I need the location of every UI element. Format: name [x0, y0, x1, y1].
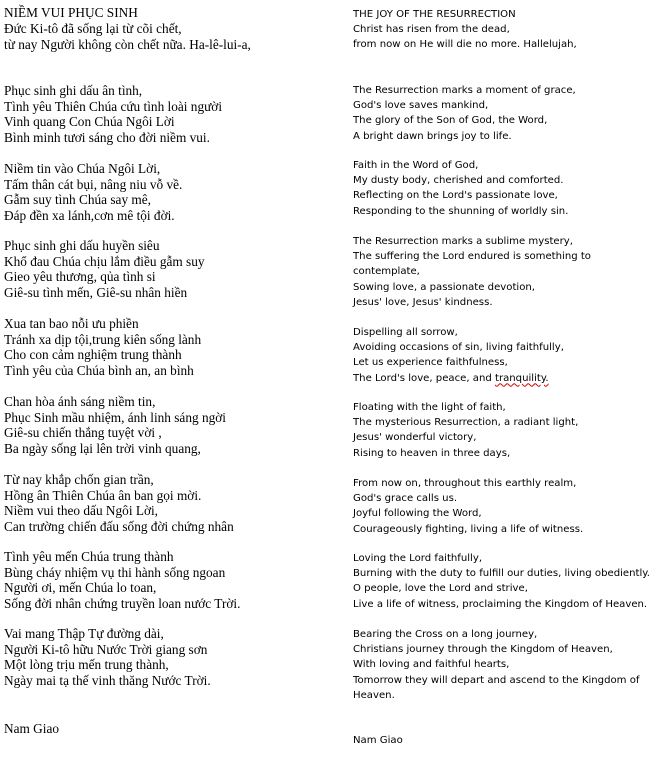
- en-stanza-line: Dispelling all sorrow,: [353, 327, 458, 338]
- vi-stanza-line: Xua tan bao nỗi ưu phiền: [4, 316, 139, 331]
- en-refrain-line: from now on He will die no more. Hallelujah,: [353, 39, 577, 50]
- vi-stanza-line: Phục sinh ghi dấu ân tình,: [4, 83, 143, 98]
- en-refrain-line: Christ has risen from the dead,: [353, 24, 510, 35]
- vi-stanza-line: Gieo yêu thương, qủa tình si: [4, 269, 156, 285]
- en-title: THE JOY OF THE RESURRECTION: [353, 9, 516, 20]
- vi-stanza-line: Giê-su chiến thắng tuyệt vời ,: [4, 425, 162, 441]
- vi-stanza-line: Niềm vui theo dấu Ngôi Lời,: [4, 503, 159, 519]
- en-stanza-line: Jesus' love, Jesus' kindness.: [353, 296, 493, 308]
- en-stanza-line: God's love saves mankind,: [353, 100, 489, 112]
- vi-stanza-line: Giê-su tình mến, Giê-su nhân hiền: [4, 284, 188, 300]
- vi-stanza-line: Phục Sinh mầu nhiệm, ánh linh sáng ngời: [4, 409, 226, 425]
- en-stanza-line: Burning with the duty to fulfill our duties, living obediently.: [353, 568, 651, 580]
- vi-stanza-line: Khổ đau Chúa chịu lắm điều gẫm suy: [4, 253, 205, 269]
- vi-stanza-line: Chan hòa ánh sáng niềm tin,: [4, 394, 156, 409]
- en-stanza-line: Faith in the Word of God,: [353, 160, 479, 171]
- vi-refrain-line: từ nay Người không còn chết nữa. Ha-lê-lui-a,: [4, 37, 251, 52]
- vi-stanza-line: Phục sinh ghi dấu huyền siêu: [4, 238, 160, 253]
- spellcheck-flagged-word: tranquility.: [494, 372, 549, 384]
- en-stanza-line: Loving the Lord faithfully,: [353, 553, 483, 564]
- vi-stanza-line: Tấm thân cát bụi, nâng niu vỗ về.: [4, 176, 183, 192]
- en-stanza-line: From now on, throughout this earthly realm,: [353, 478, 577, 489]
- vi-stanza-line: Từ nay khắp chốn gian trần,: [4, 472, 154, 487]
- vi-stanza-line: Can trường chiến đấu sống đời chứng nhân: [4, 518, 234, 534]
- en-stanza-line: The Resurrection marks a moment of grace,: [353, 85, 576, 96]
- vi-stanza-line: Bình minh tươi sáng cho đời niềm vui.: [4, 129, 210, 145]
- en-stanza-line: Christians journey through the Kingdom of Heaven,: [353, 644, 613, 656]
- en-stanza-line: Avoiding occasions of sin, living faithfully,: [353, 342, 564, 354]
- vi-stanza-line: Cho con cảm nghiệm trung thành: [4, 347, 182, 363]
- vi-stanza-line: Ngày mai tạ thế vinh thăng Nước Trời.: [4, 672, 211, 688]
- en-stanza-line: Bearing the Cross on a long journey,: [353, 629, 538, 640]
- vi-stanza-line: Sống đời nhân chứng truyền loan nước Trời.: [4, 595, 241, 611]
- vi-stanza-line: Người ơi, mến Chúa lo toan,: [4, 580, 157, 596]
- en-stanza-line: Rising to heaven in three days,: [353, 447, 511, 459]
- vi-stanza-line: Hồng ân Thiên Chúa ân ban gọi mời.: [4, 487, 202, 503]
- vi-stanza-line: Vai mang Thập Tự đường dài,: [4, 626, 164, 641]
- en-stanza-line: O people, love the Lord and strive,: [353, 583, 528, 595]
- en-stanza-line: contemplate,: [353, 266, 420, 278]
- vi-stanza-line: Tình yêu mến Chúa trung thành: [4, 549, 174, 564]
- en-author: Nam Giao: [353, 735, 403, 746]
- vi-stanza-line: Niềm tin vào Chúa Ngôi Lời,: [4, 161, 161, 176]
- en-stanza-line: With loving and faithful hearts,: [353, 659, 510, 671]
- en-stanza-line: Live a life of witness, proclaiming the Kingdom of Heaven.: [353, 598, 648, 610]
- en-stanza-line: The glory of the Son of God, the Word,: [353, 115, 548, 127]
- en-stanza-line: The mysterious Resurrection, a radiant light,: [353, 417, 579, 429]
- vi-stanza-line: Tình yêu Thiên Chúa cứu tình loài người: [4, 98, 223, 114]
- en-stanza-line: Responding to the shunning of worldly sin.: [353, 205, 569, 217]
- en-stanza-line: The Resurrection marks a sublime mystery,: [353, 236, 573, 247]
- en-stanza-line: Floating with the light of faith,: [353, 402, 506, 413]
- en-stanza-line: My dusty body, cherished and comforted.: [353, 175, 564, 187]
- en-stanza-line: Heaven.: [353, 689, 395, 701]
- vi-stanza-line: Một lòng trịu mến trung thành,: [4, 657, 169, 673]
- en-stanza-line: God's grace calls us.: [353, 493, 458, 505]
- en-stanza-line: Courageously fighting, living a life of witness.: [353, 523, 584, 535]
- en-stanza-line: Tomorrow they will depart and ascend to the Kingdom of: [353, 674, 640, 686]
- en-stanza-line: Sowing love, a passionate devotion,: [353, 281, 535, 293]
- en-stanza-line: The Lord's love, peace, and tranquility.: [353, 372, 549, 384]
- vi-stanza-line: Bùng cháy nhiệm vụ thi hành sống ngoan: [4, 564, 226, 580]
- vi-stanza-line: Ba ngày sống lại lên trời vinh quang,: [4, 440, 201, 456]
- vi-stanza-line: Đáp đền xa lánh,cơn mê tội đời.: [4, 207, 175, 223]
- vi-stanza-line: Tránh xa dịp tội,trung kiên sống lành: [4, 331, 202, 347]
- en-stanza-line: Let us experience faithfulness,: [353, 357, 508, 369]
- vi-author: Nam Giao: [4, 721, 60, 736]
- en-stanza-line: Reflecting on the Lord's passionate love,: [353, 190, 558, 202]
- vi-stanza-line: Gẫm suy tình Chúa say mê,: [4, 192, 151, 208]
- vi-stanza-line: Vinh quang Con Chúa Ngôi Lời: [4, 114, 175, 130]
- en-stanza-line: Jesus' wonderful victory,: [353, 432, 477, 444]
- vi-title: NIỀM VUI PHỤC SINH: [4, 5, 138, 20]
- en-stanza-line: The suffering the Lord endured is something to: [353, 251, 591, 263]
- vi-refrain-line: Đức Ki-tô đã sống lại từ cõi chết,: [4, 21, 182, 36]
- en-stanza-line: Joyful following the Word,: [353, 508, 482, 520]
- vi-stanza-line: Tình yêu của Chúa bình an, an bình: [4, 362, 194, 378]
- vi-stanza-line: Người Ki-tô hữu Nước Trời giang sơn: [4, 641, 208, 657]
- en-stanza-line: A bright dawn brings joy to life.: [353, 130, 512, 142]
